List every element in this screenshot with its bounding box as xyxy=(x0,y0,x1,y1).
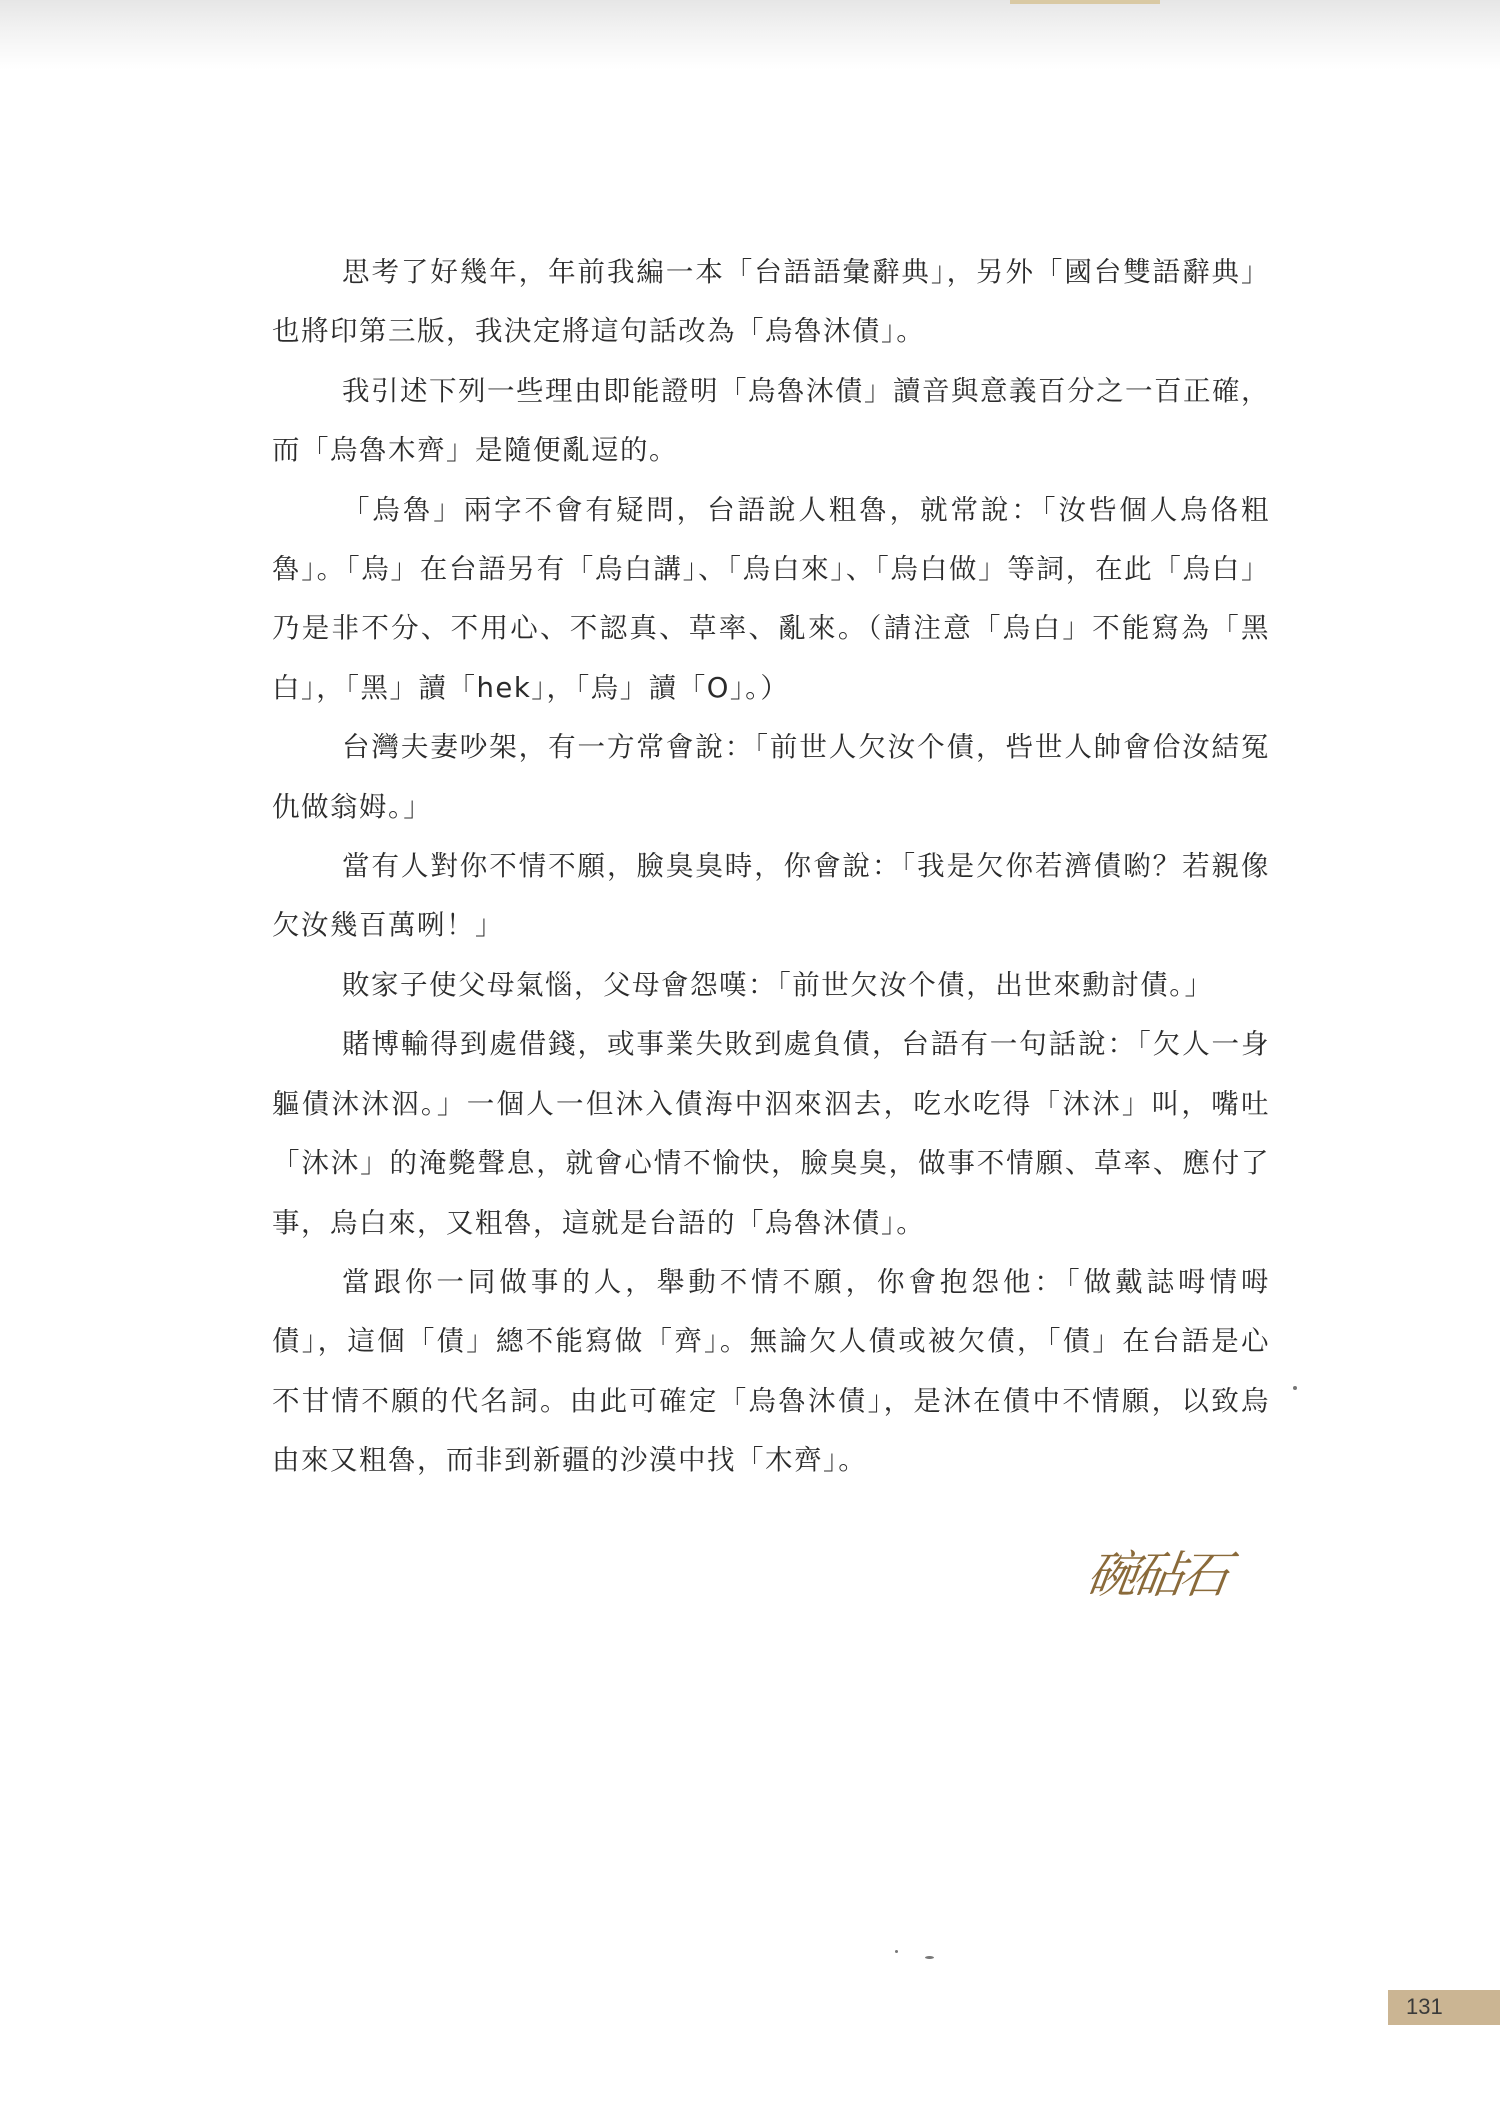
article-body xyxy=(272,243,1270,1491)
page-number-tab xyxy=(1388,1990,1500,2025)
paragraph: 當跟你一同做事的人，舉動不情不願，你會抱怨他：「做戴誌呣情呣債」，這個「債」總不能寫做「齊」。無論欠人債或被欠債，「債」在台語是心不甘情不願的代名詞。由此可確定「烏魯沐債」，是沐在債中不情願，以致烏由來又粗魯，而非到新疆的沙漠中找「木齊」。 xyxy=(272,1265,1270,1477)
top-decoration xyxy=(1010,0,1160,4)
author-signature: 碗砧石 xyxy=(1083,1546,1230,1604)
scan-speck xyxy=(895,1950,898,1953)
paragraph: 敗家子使父母氣惱，父母會怨嘆：「前世欠汝个債，出世來勳討債。」 xyxy=(342,968,1214,1001)
page-top-shadow xyxy=(0,0,1500,70)
scan-speck xyxy=(925,1956,934,1959)
paragraph: 「烏魯」兩字不會有疑問，台語說人粗魯，就常說：「汝呰個人烏佫粗魯」。「烏」在台語另有「烏白講」、「烏白來」、「烏白做」等詞，在此「烏白」乃是非不分、不用心、不認真、草率、亂來。（請注意「烏白」不能寫為「黑白」，「黑」讀「hek」，「烏」讀「O」。） xyxy=(272,493,1270,704)
paragraph: 賭博輸得到處借錢，或事業失敗到處負債，台語有一句話說：「欠人一身軀債沐沐泅。」一個人一但沐入債海中泅來泅去，吃水吃得「沐沐」叫，嘴吐「沐沐」的淹斃聲息，就會心情不愉快，臉臭臭，做事不情願、草率、應付了事，烏白來，又粗魯，這就是台語的「烏魯沐債」。 xyxy=(272,1028,1270,1239)
paragraph: 台灣夫妻吵架，有一方常會說：「前世人欠汝个債，呰世人帥會佮汝結冤仇做翁姆。」 xyxy=(272,731,1270,823)
scan-speck xyxy=(1293,1386,1297,1390)
paragraph: 我引述下列一些理由即能證明「烏魯沐債」讀音與意義百分之一百正確，而「烏魯木齊」是隨便亂逗的。 xyxy=(272,374,1270,467)
paragraph: 當有人對你不情不願，臉臭臭時，你會說：「我是欠你若濟債喲？若親像欠汝幾百萬咧！」 xyxy=(272,850,1270,942)
paragraph: 思考了好幾年，年前我編一本「台語語彙辭典」，另外「國台雙語辭典」也將印第三版，我決定將這句話改為「烏魯沐債」。 xyxy=(272,256,1270,348)
page-number: 131 xyxy=(1406,1994,1443,2019)
